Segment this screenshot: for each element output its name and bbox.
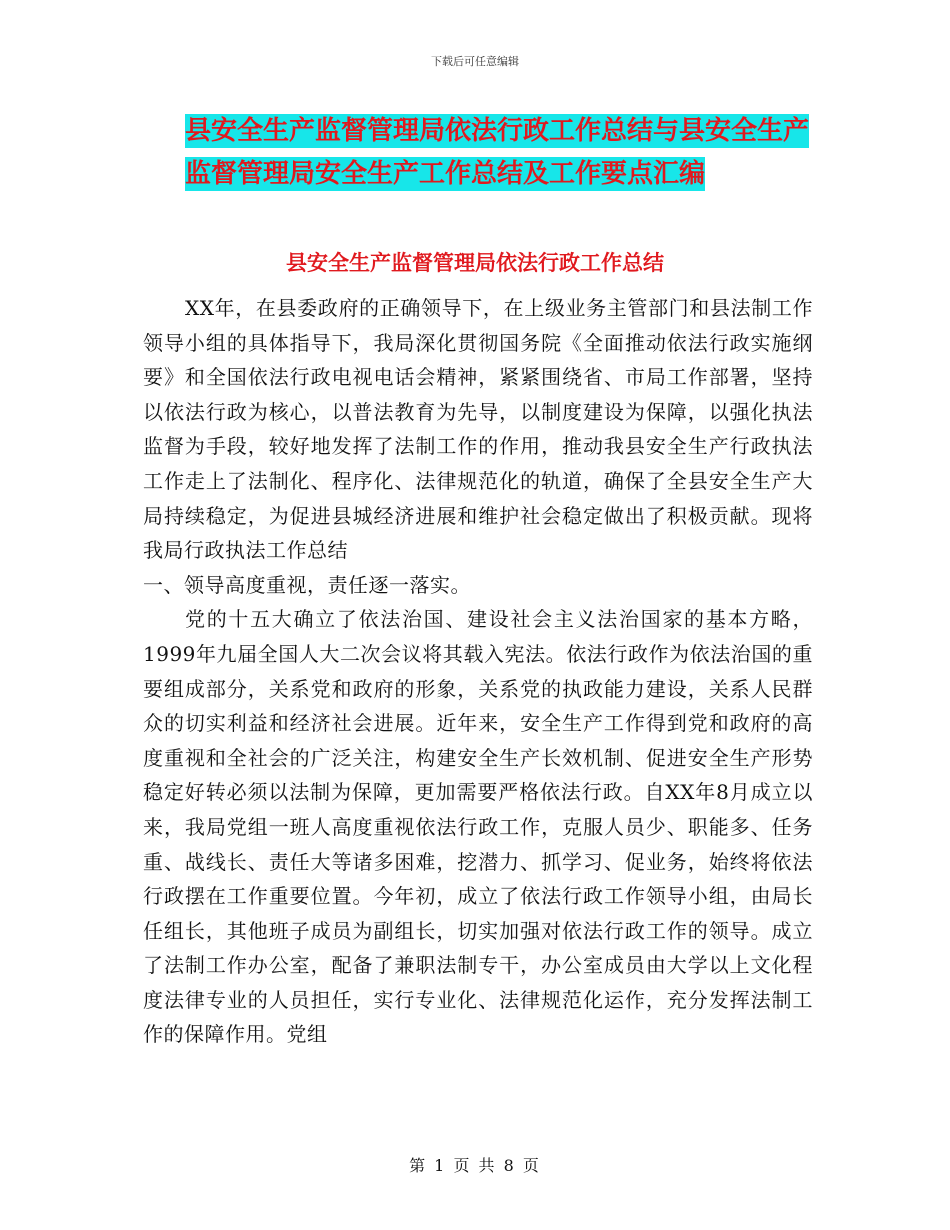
section-title: 县安全生产监督管理局依法行政工作总结 xyxy=(286,251,664,275)
heading-section-one: 一、领导高度重视，责任逐一落实。 xyxy=(143,572,471,597)
page-footer: 第 1 页 共 8 页 xyxy=(409,1156,541,1175)
body-text xyxy=(143,291,813,1052)
paragraph-section-one: 党的十五大确立了依法治国、建设社会主义法治国家的基本方略，1999年九届全国人大二次会议将其载入宪法。依法行政作为依法治国的重要组成部分，关系党和政府的形象，关系党的执政能力建设，关系人民群众的切实利益和经济社会进展。近年来，安全生产工作得到党和政府的高度重视和全社会的广泛关注，构建安全生产长效机制、促进安全生产形势稳定好转必须以法制为保障，更加需要严格依法行政。自XX年8月成立以来，我局党组一班人高度重视依法行政工作，克服人员少、职能多、任务重、战线长、责任大等诸多困难，挖潜力、抓学习、促业务，始终将依法行政摆在工作重要位置。今年初，成立了依法行政工作领导小组，由局长任组长，其他班子成员为副组长，切实加强对依法行政工作的领导。成立了法制工作办公室，配备了兼职法制专干，办公室成员由大学以上文化程度法律专业的人员担任，实行专业化、法律规范化运作，充分发挥法制工作的保障作用。党组 xyxy=(143,607,813,1047)
header-note: 下载后可任意编辑 xyxy=(431,55,519,68)
paragraph-intro: XX年，在县委政府的正确领导下，在上级业务主管部门和县法制工作领导小组的具体指导下，我局深化贯彻国务院《全面推动依法行政实施纲要》和全国依法行政电视电话会精神，紧紧围绕省、市局工作部署，坚持以依法行政为核心，以普法教育为先导，以制度建设为保障，以强化执法监督为手段，较好地发挥了法制工作的作用，推动我县安全生产行政执法工作走上了法制化、程序化、法律规范化的轨道，确保了全县安全生产大局持续稳定，为促进县城经济进展和维护社会稳定做出了积极贡献。现将我局行政执法工作总结 xyxy=(143,296,813,563)
main-title xyxy=(185,110,825,196)
main-title-text: 县安全生产监督管理局依法行政工作总结与县安全生产监督管理局安全生产工作总结及工作要点汇编 xyxy=(185,116,810,189)
